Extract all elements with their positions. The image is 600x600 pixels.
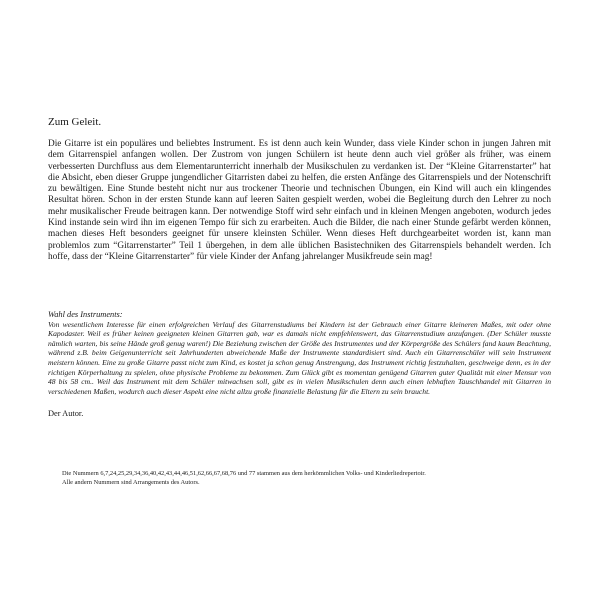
instrument-choice-text: Von wesentlichem Interesse für einen erfolgreichen Verlauf des Gitarrenstudiums bei Kindern ist der Gebrauch einer Gitarre kleineren Maßes, mit oder ohne Kapodaster. Weil es früher keinen geeigneten kleinen Gitarren gab, war es damals nicht empfehlenswert, das Gitarrenstudium anzufangen. (Der Schüler musste nämlich warten, bis seine Hände groß genug waren!) Die Beziehung zwischen der Größe des Instrumentes und der Körpergröße des Schülers fand kaum Beachtung, während z.B. beim Geigenunterricht seit Jahrhunderten abweichende Maße der Instrumente standardisiert sind. Auch ein Gitarrenschüler will sein Instrument meistern können. Eine zu große Gitarre passt nicht zum Kind, es kostet ja schon genug Anstrengung, das Instrument richtig festzuhalten, geschweige denn, es in der richtigen Körperhaltung zu spielen, ohne physische Probleme zu bekommen. Zum Glück gibt es momentan genügend Gitarren guter Qualität mit einer Mensur von 48 bis 58 cm.. Weil das Instrument mit dem Schüler mitwachsen soll, gibt es in vielen Musikschulen denn auch einen lebhaften Tauschhandel mit Gitarren in verschiedenen Maßen, wodurch auch dieser Aspekt eine nicht allzu große finanzielle Belastung für die Eltern zu sein braucht.	[48, 319, 551, 396]
page-title: Zum Geleit.	[48, 116, 102, 128]
footnote-line-1: Die Nummern 6,7,24,25,29,34,36,40,42,43,44,46,51,62,66,67,68,76 und 77 stammen aus dem herkömmlichen Volks- und Kinderliedrepertoir.	[62, 470, 426, 477]
author-signature: Der Autor.	[48, 409, 84, 418]
intro-paragraph: Die Gitarre ist ein populäres und beliebtes Instrument. Es ist denn auch kein Wunder, dass viele Kinder schon in jungen Jahren mit dem Gitarrenspiel anfangen wollen. Der Zustrom von jungen Schülern ist heute denn auch viel größer als früher, was einem verbesserten Durchfluss aus dem Elementarunterricht innerhalb der Musikschulen zu verdanken ist. Der “Kleine Gitarrenstarter” hat die Absicht, eben dieser Gruppe jungendlicher Gitarristen dabei zu helfen, die ersten Anfänge des Gitarrenspiels und der Notenschrift zu bewältigen. Eine Stunde besteht nicht nur aus trockener Theorie und technischen Übungen, ein Kind will auch ein klingendes Resultat hören. Schon in der ersten Stunde kann auf leeren Saiten gespielt werden, wobei die Begleitung durch den Lehrer zu noch mehr musikalischer Freude beitragen kann. Der notwendige Stoff wird sehr einfach und in kleinen Mengen angeboten, wodurch jedes Kind instande sein wird ihn im eigenen Tempo für sich zu erarbeiten. Auch die Bilder, die nach einer Stunde gefärbt werden können, machen dieses Heft besonders geeignet für unsere kleinsten Schüler. Wenn dieses Heft durchgearbeitet worden ist, kann man problemlos zum “Gitarrenstarter” Teil 1 übergehen, in dem alle üblichen Basistechniken des Gitarrenspiels behandelt werden. Ich hoffe, dass der “Kleine Gitarrenstarter” für viele Kinder der Anfang jahrelanger Musikfreude sein mag!	[48, 139, 551, 262]
instrument-choice-title: Wahl des Instruments:	[48, 310, 123, 319]
instrument-choice-section	[48, 310, 551, 396]
footnote	[62, 470, 562, 487]
footnote-line-2: Alle andern Nummern sind Arrangements des Autors.	[62, 478, 200, 486]
